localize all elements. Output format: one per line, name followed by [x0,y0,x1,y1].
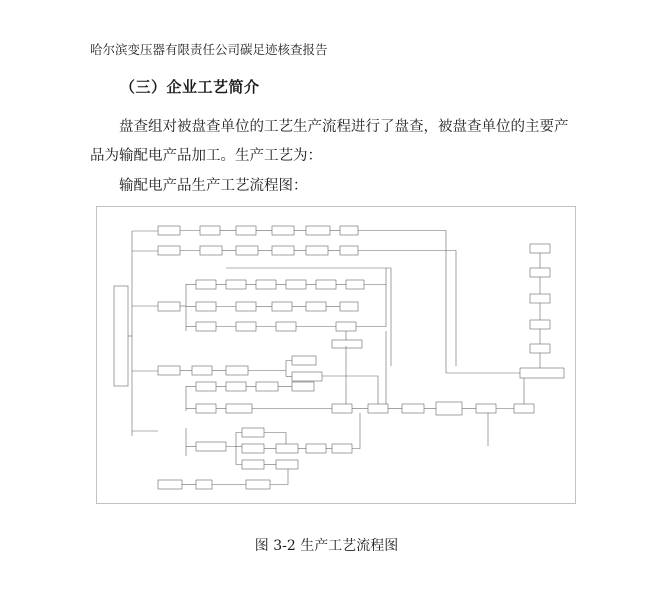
report-header: 哈尔滨变压器有限责任公司碳足迹核查报告 [90,42,328,57]
figure-caption: 图 3-2 生产工艺流程图 [254,538,399,554]
section-title: （三）企业工艺简介 [120,78,260,96]
process-flowchart [96,206,576,504]
flowchart-intro: 输配电产品生产工艺流程图： [119,178,308,194]
intro-paragraph: 盘查组对被盘查单位的工艺生产流程进行了盘查，被盘查单位的主要产品为输配电产品加工。生产工艺为： [90,119,569,164]
